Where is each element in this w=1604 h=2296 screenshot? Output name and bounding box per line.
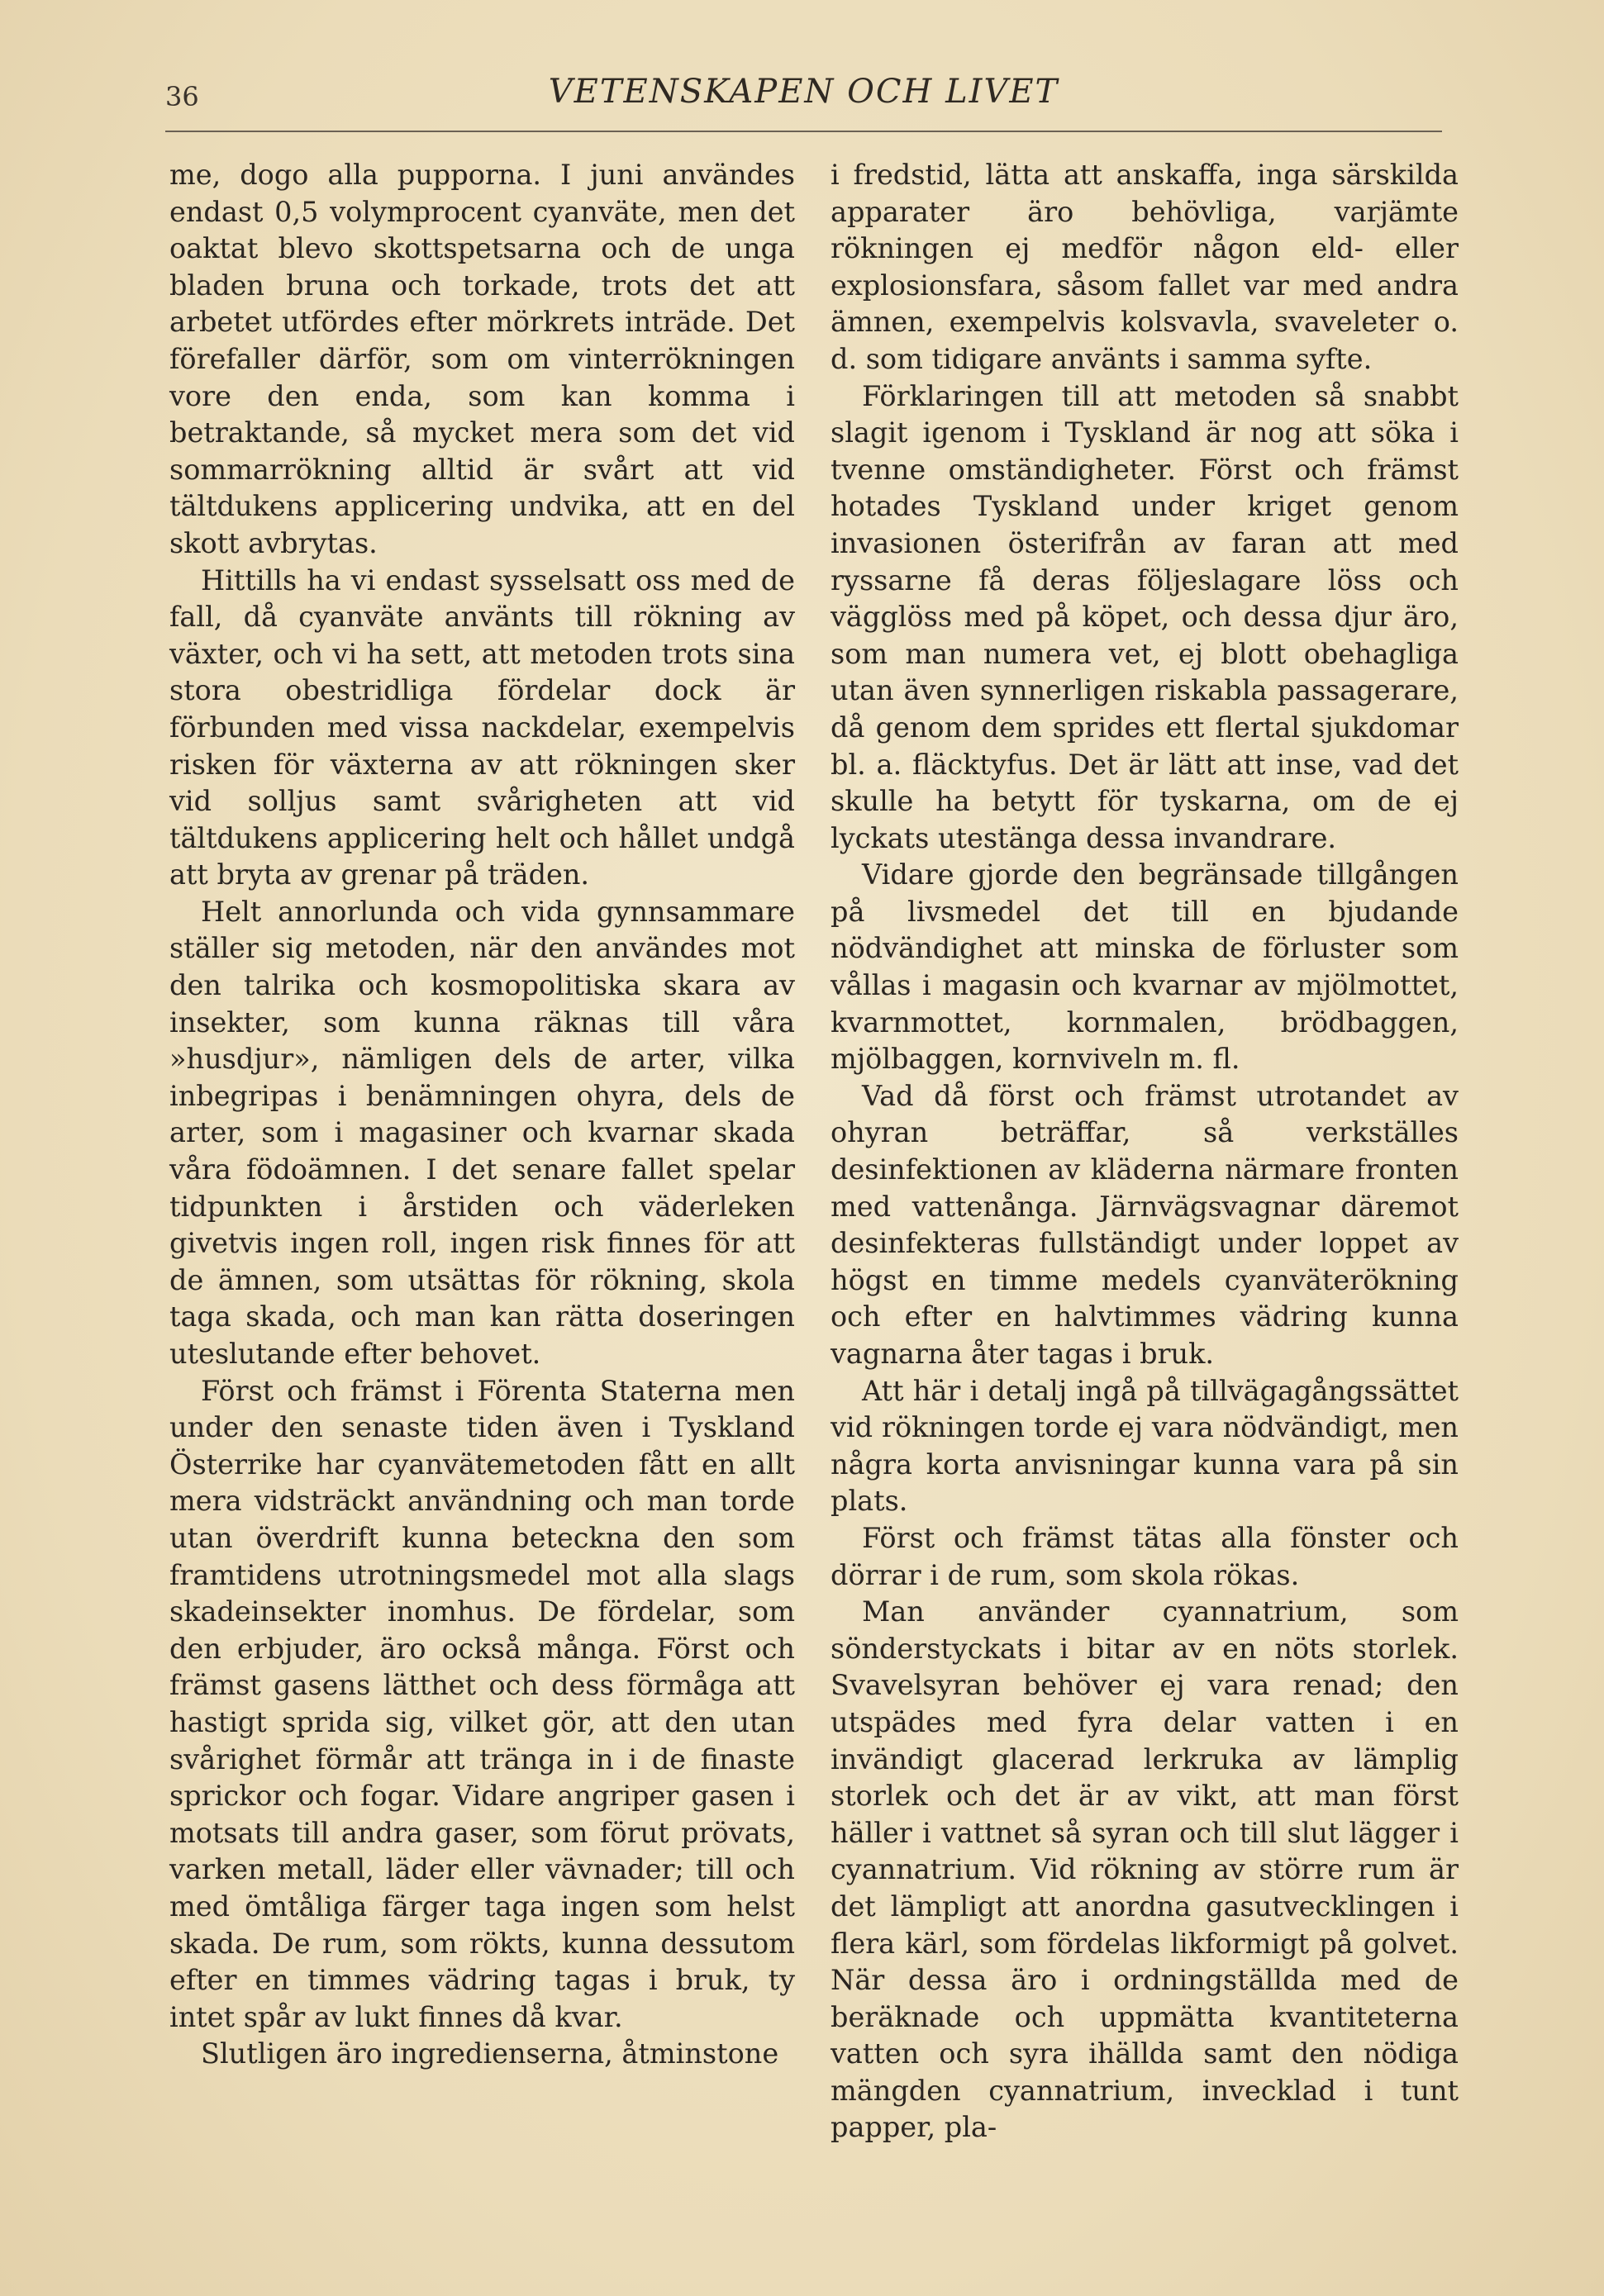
paragraph: Helt annorlunda och vida gynnsammare ställer sig metoden, när den användes mot den talrika och kosmopolitiska skara av insekter, som kunna räknas till våra »husdjur», nämligen dels de arter, vilka inbegripas i benämningen ohyra, dels de arter, som i magasiner och kvarnar skada våra födoämnen. I det senare fallet spelar tidpunkten i årstiden och väderleken givetvis ingen roll, ingen risk finnes för att de ämnen, som utsättas för rökning, skola taga skada, och man kan rätta doseringen uteslutande efter behovet. [169, 895, 795, 1370]
paragraph: Vad då först och främst utrotandet av ohyran beträffar, så verkställes desinfektionen av kläderna närmare fronten med vattenånga. Järnvägsvagnar däremot desinfekteras fullständigt under loppet av högst en timme medels cyanväterökning och efter en halvtimmes vädring kunna vagnarna åter tagas i bruk. [831, 1079, 1459, 1370]
paragraph: Först och främst i Förenta Staterna men under den senaste tiden även i Tyskland Österrike har cyanvätemetoden fått en allt mera vidsträckt användning och man torde utan överdrift kunna beteckna den som framtidens utrotningsmedel mot alla slags skadeinsekter inomhus. De fördelar, som den erbjuder, äro också många. Först och främst gasens lätthet och dess förmåga att hastigt sprida sig, vilket gör, att den utan svårighet förmår att tränga in i de finaste sprickor och fogar. Vidare angriper gasen i motsats till andra gaser, som förut prövats, varken metall, läder eller vävnader; till och med ömtåliga färger taga ingen som helst skada. De rum, som rökts, kunna dessutom efter en timmes vädring tagas i bruk, ty intet spår av lukt finnes då kvar. [169, 1374, 795, 2033]
left-column [169, 157, 795, 2073]
page-header [165, 73, 1442, 122]
paragraph: Först och främst tätas alla fönster och dörrar i de rum, som skola rökas. [831, 1521, 1459, 1591]
paragraph: Förklaringen till att metoden så snabbt slagit igenom i Tyskland är nog att söka i tvenne omständigheter. Först och främst hotades Tyskland under kriget genom invasionen österifrån av faran att med ryssarne få deras följeslagare löss och vägglöss med på köpet, och dessa djur äro, som man numera vet, ej blott obehagliga utan även synnerligen riskabla passagerare, då genom dem sprides ett flertal sjukdomar bl. a. fläcktyfus. Det är lätt att inse, vad det skulle ha betytt för tyskarna, om de ej lyckats utestänga dessa invandrare. [831, 379, 1459, 854]
paragraph: i fredstid, lätta att anskaffa, inga särskilda apparater äro behövliga, varjämte rökningen ej medför någon eld- eller explosionsfara, såsom fallet var med andra ämnen, exempelvis kolsvavla, svaveleter o. d. som tidigare använts i samma syfte. [831, 159, 1459, 375]
paragraph: Att här i detalj ingå på tillvägagångssättet vid rökningen torde ej vara nödvändigt, men några korta anvisningar kunna vara på sin plats. [831, 1374, 1459, 1518]
page-number: 36 [165, 81, 199, 112]
running-title: VETENSKAPEN OCH LIVET [548, 73, 1059, 111]
paragraph: Man använder cyannatrium, som sönderstyckats i bitar av en nöts storlek. Svavelsyran behöver ej vara renad; den utspädes med fyra delar vatten i en invändigt glacerad lerkruka av lämplig storlek och det är av vikt, att man först häller i vattnet så syran och till slut lägger i cyannatrium. Vid rökning av större rum är det lämpligt att anordna gasutvecklingen i flera kärl, som fördelas likformigt på golvet. När dessa äro i ordningställda med de beräknade och uppmätta kvantiteterna vatten och syra ihällda samt den nödiga mängden cyannatrium, invecklad i tunt papper, pla- [831, 1595, 1459, 2144]
header-rule [165, 131, 1442, 132]
right-column [831, 157, 1459, 2146]
paragraph: Vidare gjorde den begränsade tillgången på livsmedel det till en bjudande nödvändighet att minska de förluster som vållas i magasin och kvarnar av mjölmottet, kvarnmottet, kornmalen, brödbaggen, mjölbaggen, kornviveln m. fl. [831, 858, 1459, 1076]
paragraph: Hittills ha vi endast sysselsatt oss med de fall, då cyanväte använts till rökning av växter, och vi ha sett, att metoden trots sina stora obestridliga fördelar dock är förbunden med vissa nackdelar, exempelvis risken för växterna av att rökningen sker vid solljus samt svårigheten att vid tältdukens applicering helt och hållet undgå att bryta av grenar på träden. [169, 563, 795, 891]
paragraph: Slutligen äro ingredienserna, åtminstone [201, 2037, 779, 2070]
paragraph: me, dogo alla pupporna. I juni användes endast 0,5 volymprocent cyanväte, men det oaktat blevo skottspetsarna och de unga bladen bruna och torkade, trots det att arbetet utfördes efter mörkrets inträde. Det förefaller därför, som om vinterrökningen vore den enda, som kan komma i betraktande, så mycket mera som det vid sommarrökning alltid är svårt att vid tältdukens applicering undvika, att en del skott avbrytas. [169, 159, 795, 559]
